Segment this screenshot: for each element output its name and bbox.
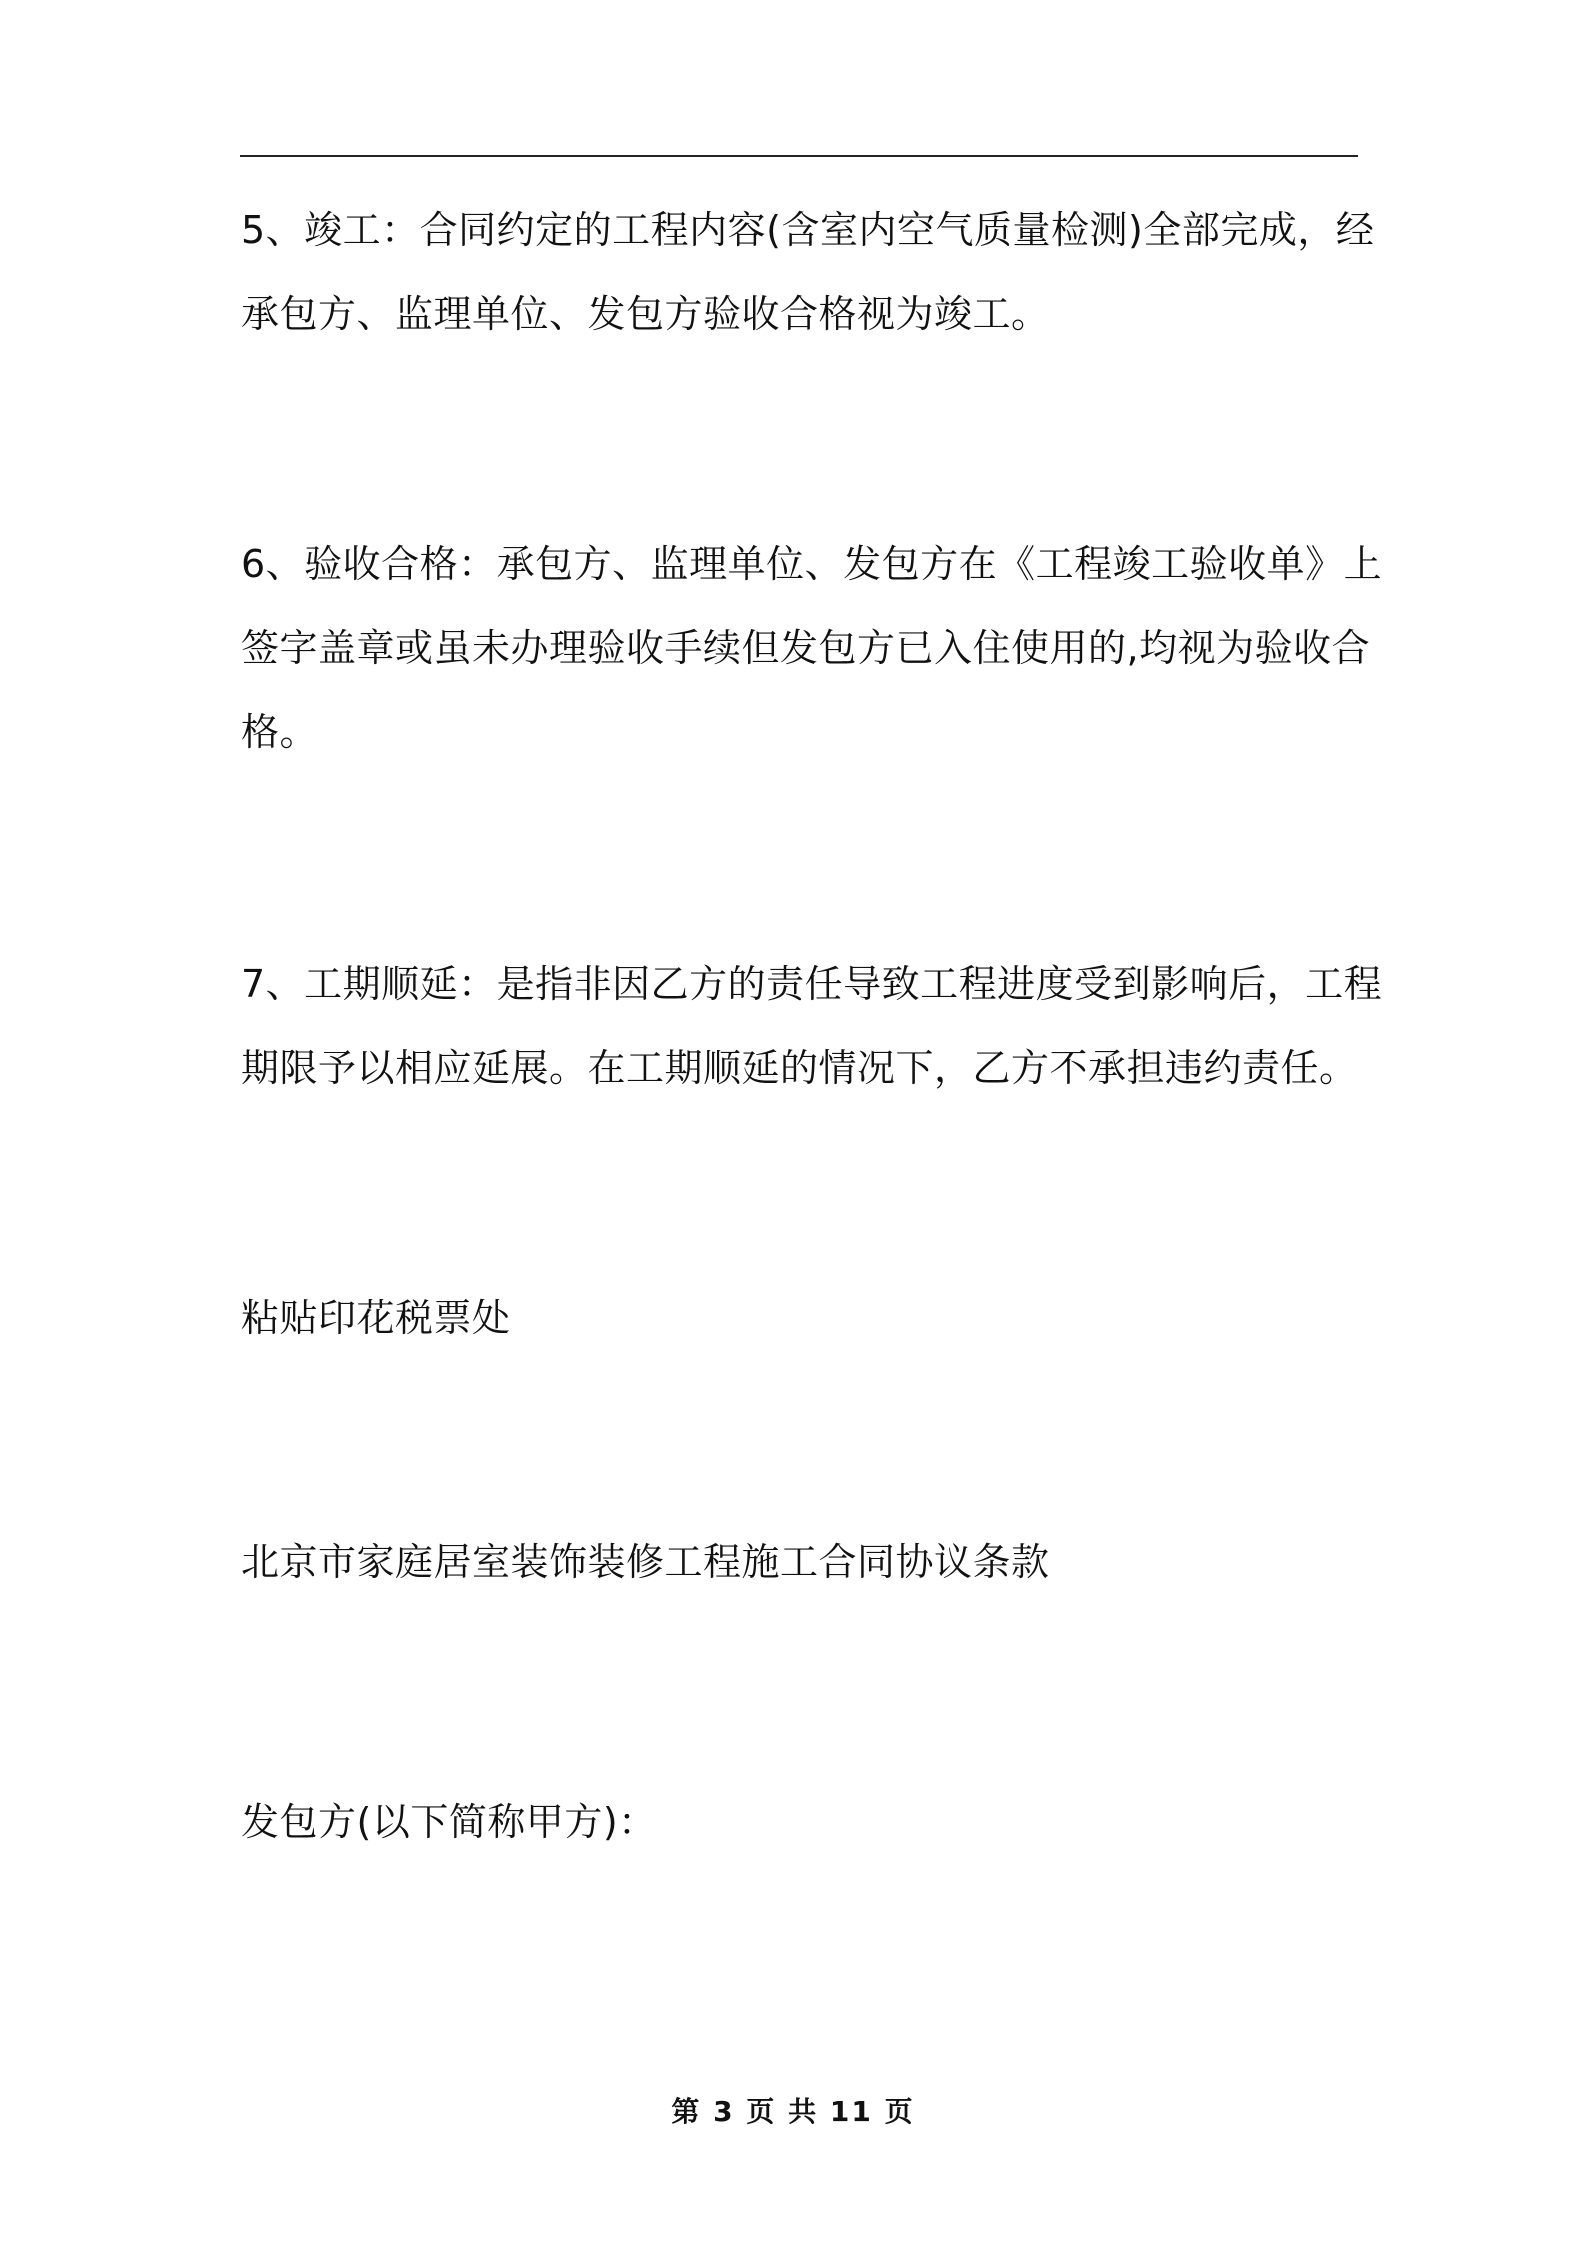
clause-7-line-2: 期限予以相应延展。在工期顺延的情况下，乙方不承担违约责任。: [241, 1046, 1358, 1090]
clause-7-line-1: 7、工期顺延：是指非因乙方的责任导致工程进度受到影响后，工程: [241, 962, 1383, 1006]
clause-7: [241, 942, 1383, 1110]
clause-5: [241, 188, 1375, 356]
party-a-label-text: 发包方(以下简称甲方)：: [241, 1800, 657, 1844]
clause-5-line-1: 5、竣工：合同约定的工程内容(含室内空气质量检测)全部完成，经: [241, 208, 1375, 252]
page-number-footer: 第 3 页 共 11 页: [671, 2095, 915, 2128]
stamp-tax-note: [241, 1276, 1358, 1360]
clause-5-line-2: 承包方、监理单位、发包方验收合格视为竣工。: [241, 292, 1050, 336]
header-rule: [240, 155, 1358, 157]
stamp-tax-note-text: 粘贴印花税票处: [241, 1296, 511, 1340]
clause-6-line-2: 签字盖章或虽未办理验收手续但发包方已入住使用的,均视为验收合: [241, 626, 1371, 670]
contract-title-text: 北京市家庭居室装饰装修工程施工合同协议条款: [241, 1540, 1050, 1584]
contract-title: [241, 1520, 1358, 1604]
clause-6: [241, 522, 1383, 774]
clause-6-line-3: 格。: [241, 710, 319, 754]
clause-6-line-1: 6、验收合格：承包方、监理单位、发包方在《工程竣工验收单》上: [241, 542, 1383, 586]
party-a-label: [241, 1780, 1358, 1864]
